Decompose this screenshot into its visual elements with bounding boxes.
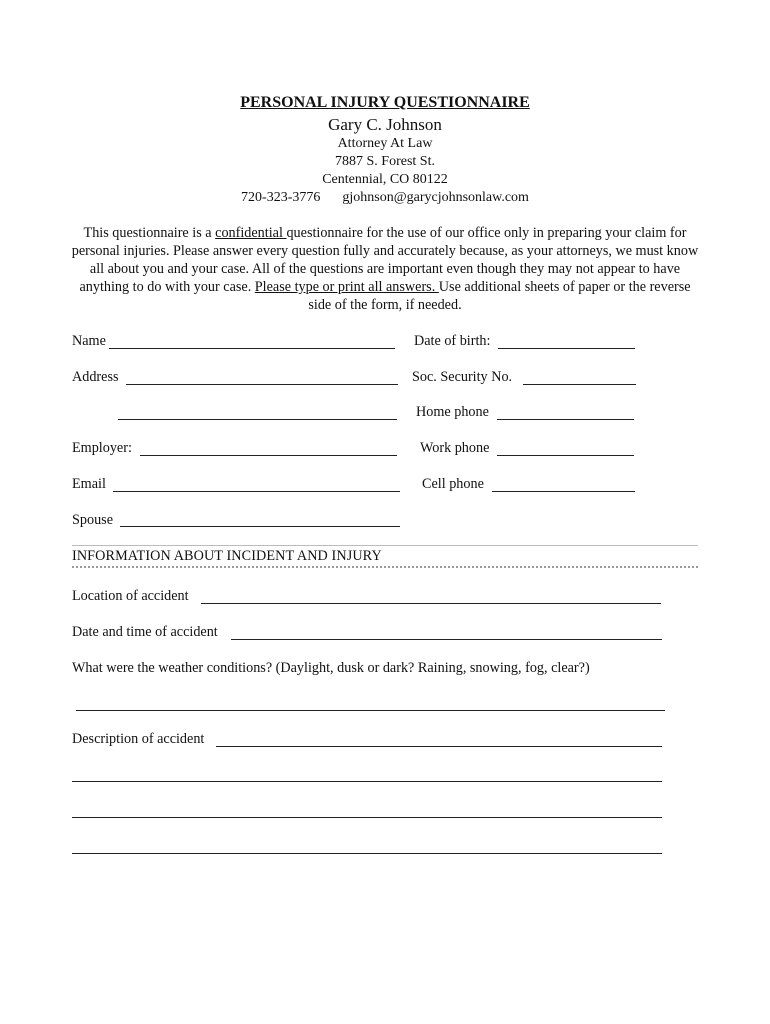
cell-phone-label: Cell phone (422, 476, 484, 492)
description-label: Description of accident (72, 731, 205, 747)
work-phone-label: Work phone (420, 440, 490, 456)
dob-label: Date of birth: (414, 333, 491, 349)
description-field-line-3[interactable] (72, 817, 662, 818)
intro-text-2: questionnaire for the use of our office only in preparing your claim for personal injuries. Please answer every question fully and accurately because, as your attorneys, we must know all about you and your case. All of the questions are important even though they may not appear to have anything to do with your case. (71, 225, 699, 295)
name-label: Name (72, 333, 106, 349)
email-field[interactable] (113, 491, 400, 492)
description-field-line-4[interactable] (72, 853, 662, 854)
location-label: Location of accident (72, 588, 189, 604)
intro-paragraph (68, 224, 702, 314)
street-address: 7887 S. Forest St. (335, 154, 435, 169)
address-field-line-2[interactable] (118, 419, 397, 420)
attorney-title: Attorney At Law (337, 136, 433, 151)
home-phone-label: Home phone (416, 404, 489, 420)
work-phone-field[interactable] (497, 455, 634, 456)
address-field[interactable] (126, 384, 398, 385)
attorney-name: Gary C. Johnson (328, 115, 442, 134)
intro-type-print: Please type or print all answers. (254, 279, 439, 295)
dob-field[interactable] (498, 348, 635, 349)
form-title: PERSONAL INJURY QUESTIONNAIRE (240, 94, 530, 111)
datetime-label: Date and time of accident (72, 624, 218, 640)
contact-line (0, 190, 770, 206)
weather-label: What were the weather conditions? (Daylight, dusk or dark? Raining, snowing, fog, clear?) (72, 660, 590, 676)
intro-confidential: confidential (215, 225, 287, 241)
home-phone-field[interactable] (497, 419, 634, 420)
email-label: Email (72, 476, 106, 492)
section-rule-bottom (72, 566, 698, 568)
incident-section-heading: INFORMATION ABOUT INCIDENT AND INJURY (72, 548, 382, 564)
cell-phone-field[interactable] (492, 491, 635, 492)
intro-text-1: This questionnaire is a (83, 225, 216, 241)
email-address: gjohnson@garycjohnsonlaw.com (342, 190, 529, 205)
name-field[interactable] (109, 348, 395, 349)
employer-field[interactable] (140, 455, 397, 456)
phone-number: 720-323-3776 (241, 190, 321, 205)
datetime-field[interactable] (231, 639, 662, 640)
ssn-label: Soc. Security No. (412, 369, 513, 385)
location-field[interactable] (201, 603, 661, 604)
description-field-line-2[interactable] (72, 781, 662, 782)
ssn-field[interactable] (523, 384, 636, 385)
city-state-zip: Centennial, CO 80122 (322, 172, 448, 187)
spouse-label: Spouse (72, 512, 113, 528)
weather-field[interactable] (76, 710, 665, 711)
description-field[interactable] (216, 746, 662, 747)
address-label: Address (72, 369, 119, 385)
intro-text-3: Use additional sheets of paper or the reverse side of the form, if needed. (308, 279, 691, 313)
spouse-field[interactable] (120, 526, 400, 527)
section-rule-top (72, 545, 698, 546)
employer-label: Employer: (72, 440, 132, 456)
